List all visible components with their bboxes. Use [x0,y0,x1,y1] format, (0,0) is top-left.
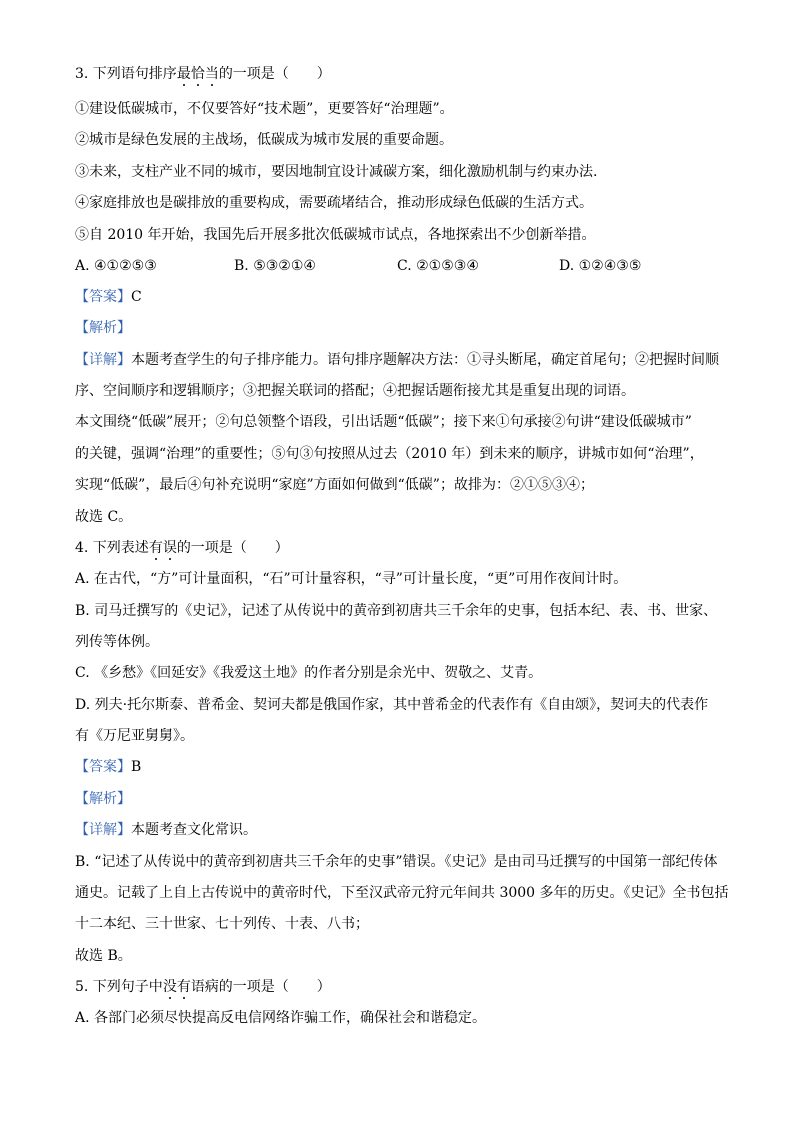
q3-option-c: C. ②①⑤③④ [397,258,479,274]
q4-detail-line: B. “记述了从传说中的黄帝到初唐共三千余年的史事”错误。《史记》是由司马迁撰写的中国第一部纪传体 [75,854,718,870]
q3-analysis-tag: 【解析】 [75,320,131,336]
q4-option-line: 列传等体例。 [75,634,159,650]
q4-detail-line [75,822,257,838]
detail-tag: 【详解】 [75,352,131,368]
emphasis-char: 恰 [190,66,205,82]
q4-option-line: C. 《乡愁》《回延安》《我爱这土地》的作者分别是余光中、贺敬之、艾青。 [75,665,543,681]
q3-detail-line: 序、空间顺序和逻辑顺序；③把握关联词的搭配；④把握话题衔接尤其是重复出现的词语。 [75,383,635,399]
q3-sentence: ⑤自 2010 年开始，我国先后开展多批次低碳城市试点，各地探索出不少创新举措。 [75,227,596,243]
q4-answer [75,759,141,775]
q3-stem [75,66,331,82]
q5-stem-post: 语病的一项是（ ） [190,979,331,995]
q4-option-line: 有《万尼亚舅舅》。 [75,728,194,744]
q3-detail-line: 实现“低碳”，最后④句补充说明“家庭”方面如何做到“低碳”；故排为：②①⑤③④； [75,477,594,493]
q3-sentence: ④家庭排放也是碳排放的重要构成，需要疏堵结合，推动形成绿色低碳的生活方式。 [75,195,593,211]
q3-sentence: ③未来，支柱产业不同的城市，要因地制宜设计减碳方案，细化激励机制与约束办法. [75,164,598,180]
q4-detail-line: 通史。记载了上自上古传说中的黄帝时代，下至汉武帝元狩元年间共 3000 多年的历史。《史记》全书包括 [75,885,729,901]
emphasis-char: 有 [148,540,163,556]
q5-option-line: A. 各部门必须尽快提高反电信网络诈骗工作，确保社会和谐稳定。 [75,1010,487,1026]
detail-text: 本题考查文化常识。 [131,822,257,838]
q4-option-line: D. 列夫·托尔斯泰、普希金、契诃夫都是俄国作家，其中普希金的代表作有《自由颂》，契诃夫的代表作 [75,697,709,713]
q3-detail-line [75,352,719,368]
emphasis-char: 当 [204,66,219,82]
q3-detail-line: 故选 C。 [75,509,133,525]
answer-tag: 【答案】 [75,759,131,775]
q3-option-a: A. ④①②⑤③ [75,258,157,274]
q4-stem-post: 的一项是（ ） [176,540,289,556]
emphasis-char: 最 [176,66,191,82]
detail-text: 本题考查学生的句子排序能力。语句排序题解决方法：①寻头断尾，确定首尾句；②把握时间顺 [131,352,719,368]
answer-tag: 【答案】 [75,289,131,305]
q3-stem-pre: 3. 下列语句排序 [75,66,177,82]
q4-option-line: B. 司马迁撰写的《史记》，记述了从传说中的黄帝到初唐共三千余年的史事，包括本纪、表、书、世家、 [75,603,718,619]
q4-analysis-tag: 【解析】 [75,791,131,807]
emphasis-char: 没 [162,979,177,995]
q3-option-b: B. ⑤③②①④ [234,258,316,274]
q4-stem-pre: 4. 下列表述 [75,540,149,556]
q3-answer [75,289,142,305]
answer-value: B [131,759,142,775]
q5-stem [75,979,331,995]
detail-tag: 【详解】 [75,822,131,838]
q3-sentence: ①建设低碳城市，不仅要答好“技术题”，更要答好“治理题”。 [75,101,454,117]
emphasis-char: 有 [176,979,191,995]
answer-value: C [131,289,142,305]
q3-stem-post: 的一项是（ ） [218,66,331,82]
q4-detail-line: 十二本纪、三十世家、七十列传、十表、八书； [75,916,369,932]
q4-detail-line: 故选 B。 [75,948,132,964]
q4-option-line: A. 在古代，“方”可计量面积，“石”可计量容积，“寻”可计量长度，“更”可用作夜间计时。 [75,571,628,587]
q3-detail-line: 本文围绕“低碳”展开；②句总领整个语段，引出话题“低碳”；接下来①句承接②句讲“建设低碳城市” [75,414,692,430]
q3-sentence: ②城市是绿色发展的主战场，低碳成为城市发展的重要命题。 [75,132,453,148]
q5-stem-pre: 5. 下列句子中 [75,979,163,995]
q4-stem [75,540,289,556]
emphasis-char: 误 [162,540,177,556]
q3-option-d: D. ①②④③⑤ [559,258,642,274]
q3-detail-line: 的关键，强调“治理”的重要性；⑤句③句按照从过去（2010 年）到未来的顺序，讲城市如何“治理”， [75,446,704,462]
